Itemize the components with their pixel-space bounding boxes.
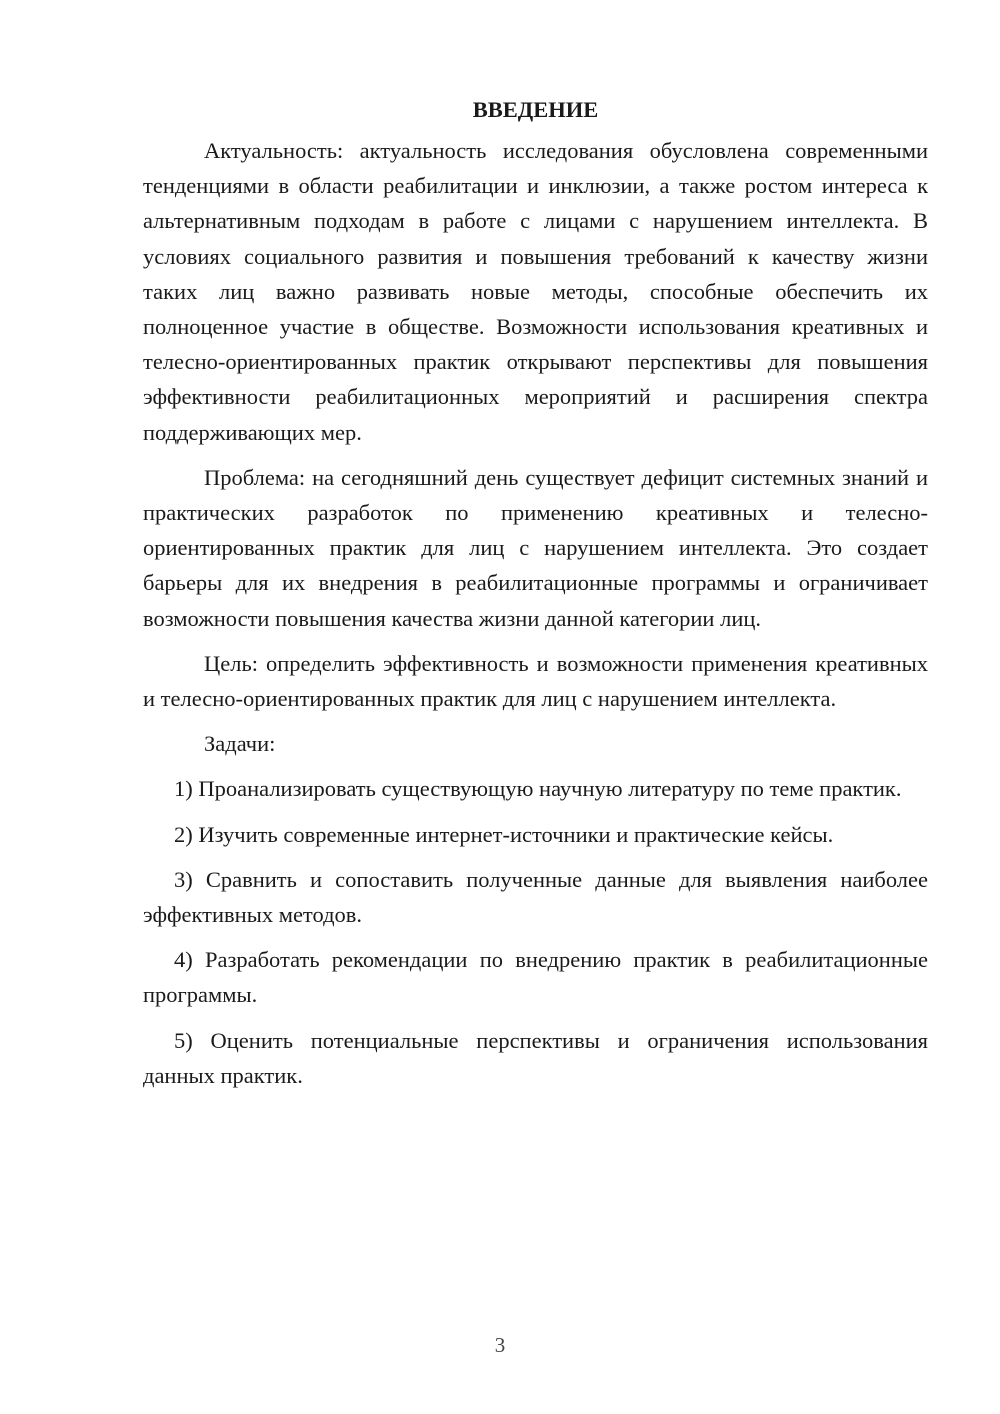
task-item-2: 2) Изучить современные интернет-источники и практические кейсы. (174, 821, 834, 847)
tasks-heading: Задачи: (204, 731, 276, 757)
document-body (143, 92, 928, 1093)
task-item-5: 5) Оценить потенциальные перспективы и ограничения использования данных практик. (143, 1027, 928, 1088)
task-item-4: 4) Разработать рекомендации по внедрению практик в реабилитационные программы. (143, 947, 928, 1008)
problem-paragraph: Проблема: на сегодняшний день существует дефицит системных знаний и практических разработок по применению креативных и телесно-ориентированных практик для лиц с нарушением интеллекта. Это создает барьеры для их внедрения в реабилитационные программы и ограничивает возможности повышения качества жизни данной категории лиц. (143, 464, 928, 631)
page-number: 3 (494, 1333, 506, 1357)
task-item-3: 3) Сравнить и сопоставить полученные данные для выявления наиболее эффективных методов. (143, 866, 928, 928)
task-item-1: 1) Проанализировать существующую научную литературу по теме практик. (174, 776, 902, 802)
page-title: ВВЕДЕНИЕ (472, 97, 599, 122)
relevance-paragraph: Актуальность: актуальность исследования обусловлена современными тенденциями в области реабилитации и инклюзии, а также ростом интереса к альтернативным подходам в работе с лицами с нарушением интеллекта. В условиях социального развития и повышения требований к качеству жизни таких лиц важно развивать новые методы, способные обеспечить их полноценное участие в обществе. Возможности использования креативных и телесно-ориентированных практик открывают перспективы для повышения эффективности реабилитационных мероприятий и расширения спектра поддерживающих мер. (143, 138, 928, 445)
goal-paragraph: Цель: определить эффективность и возможности применения креативных и телесно-ориентированных практик для лиц с нарушением интеллекта. (143, 650, 928, 712)
